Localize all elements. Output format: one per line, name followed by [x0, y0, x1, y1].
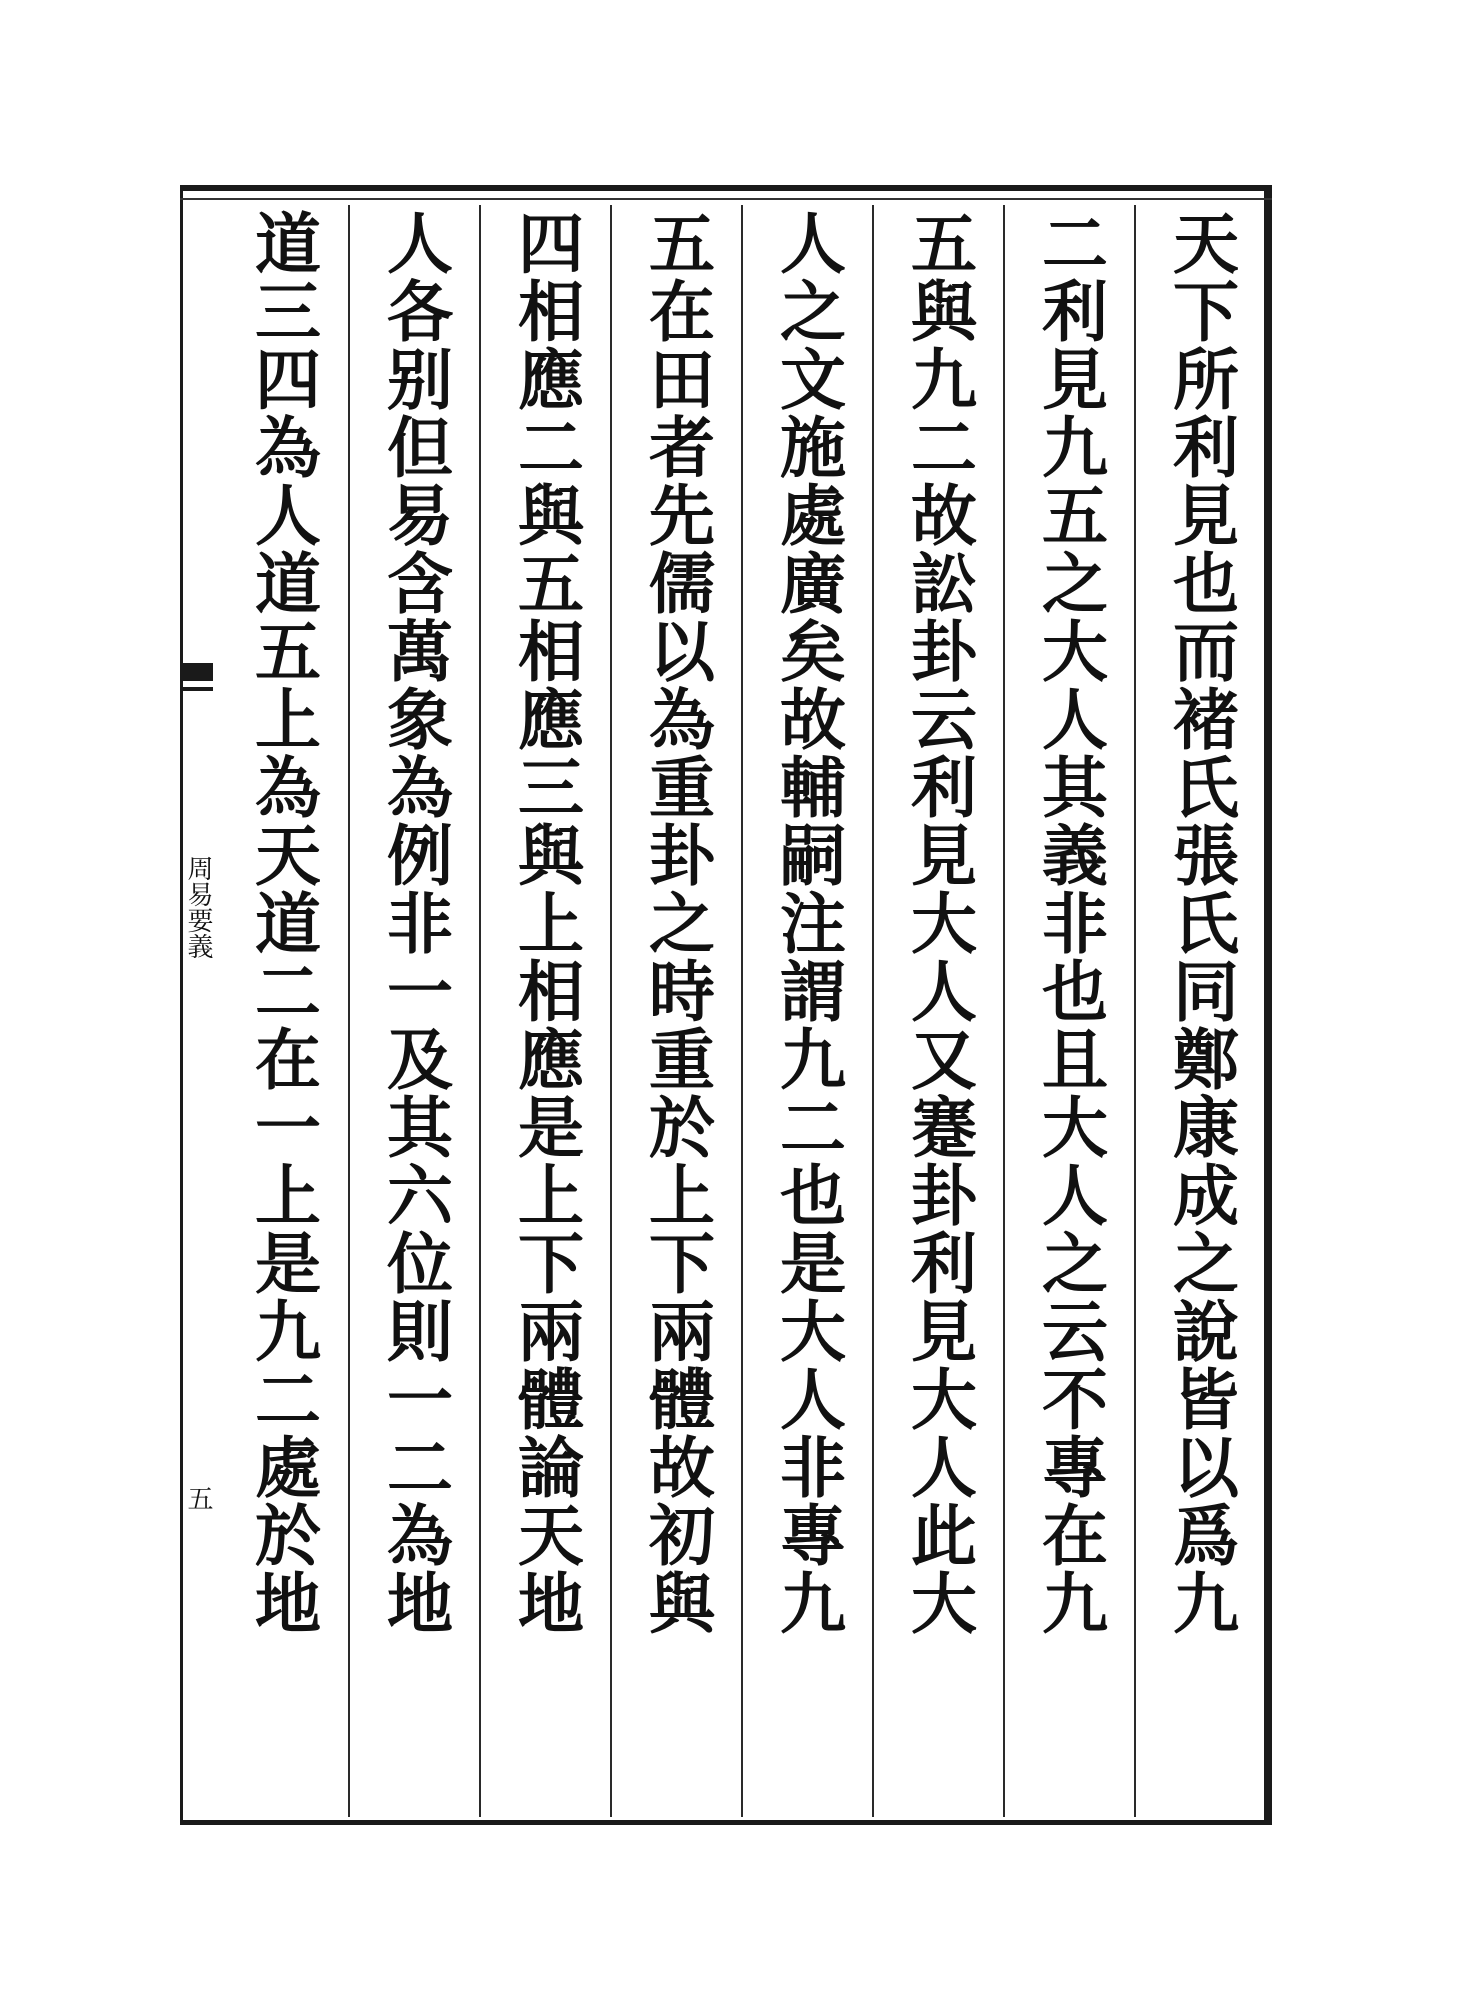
column-text: 五與九二故訟卦云利見大人又蹇卦利見大人此大 [899, 209, 978, 1637]
fish-tail-mark [183, 663, 213, 681]
text-column-8 [217, 205, 348, 1817]
column-text: 二利見九五之大人其義非也且大人之云不專在九 [1030, 209, 1109, 1637]
text-column-3 [872, 205, 1003, 1817]
text-column-5 [610, 205, 741, 1817]
text-column-4 [741, 205, 872, 1817]
column-text: 人各别但易含萬象為例非一及其六位則一二為地 [375, 209, 454, 1637]
text-column-6 [479, 205, 610, 1817]
text-column-1 [1134, 205, 1265, 1817]
column-text: 四相應二與五相應三與上相應是上下兩體論天地 [506, 209, 585, 1637]
margin-book-title: 周易要義 [183, 855, 213, 959]
text-column-7 [348, 205, 479, 1817]
text-columns [215, 205, 1265, 1817]
book-heart-margin [183, 195, 215, 1820]
frame-top-rule [180, 198, 1272, 200]
column-text: 天下所利見也而褚氏張氏同鄭康成之說皆以爲九 [1161, 209, 1240, 1637]
margin-page-number: 五 [183, 1485, 213, 1511]
column-text: 五在田者先儒以為重卦之時重於上下兩體故初與 [637, 209, 716, 1637]
column-text: 道三四為人道五上為天道二在一上是九二處於地 [243, 209, 322, 1637]
fish-tail-rule [183, 687, 213, 691]
text-column-2 [1003, 205, 1134, 1817]
column-text: 人之文施處廣矣故輔嗣注謂九二也是大人非專九 [768, 209, 847, 1637]
